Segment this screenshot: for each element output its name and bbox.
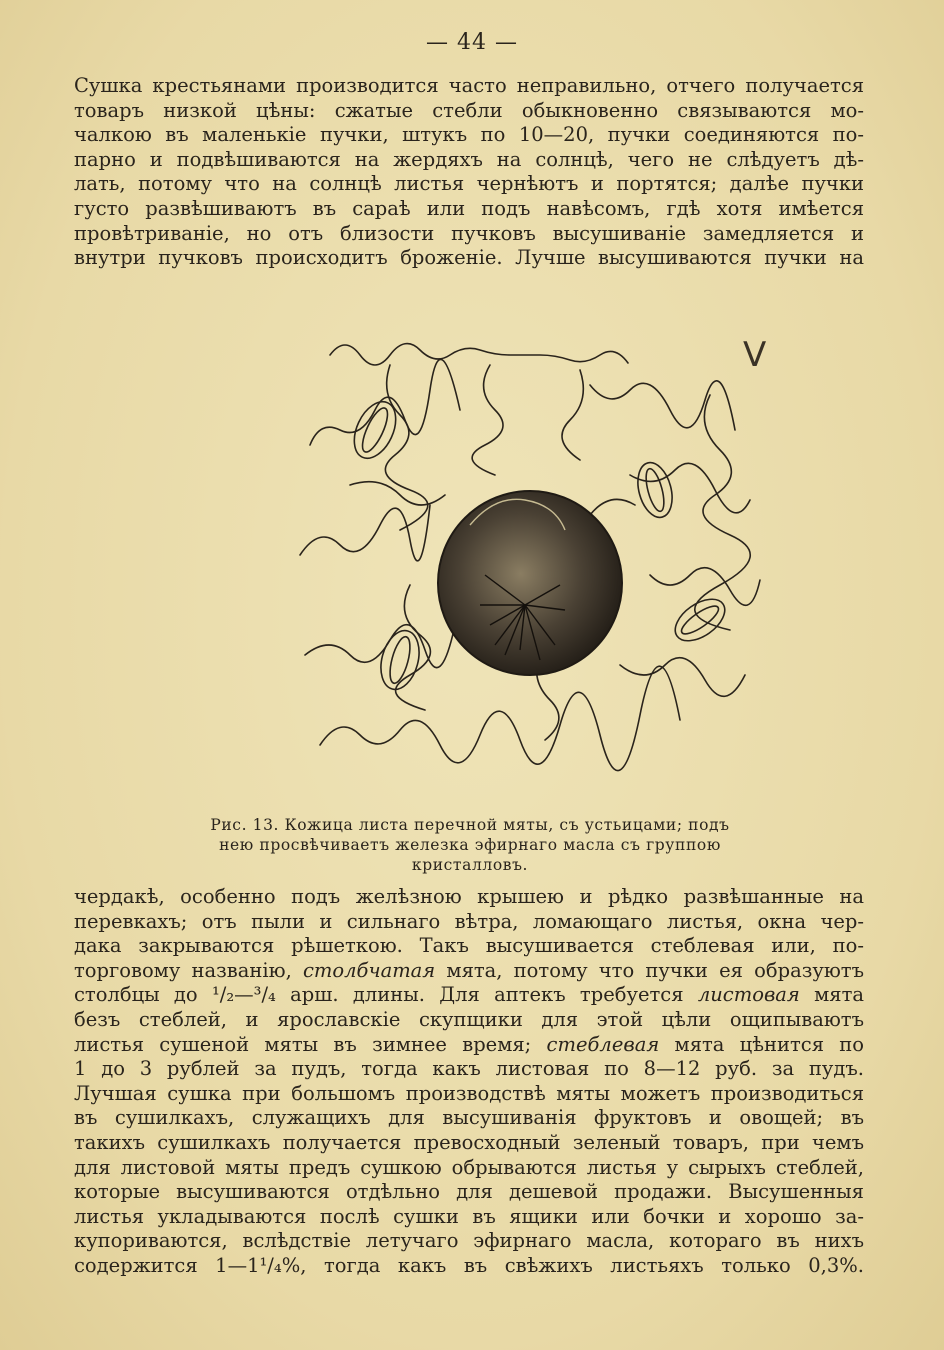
text-line: густо развѣшиваютъ въ сараѣ или подъ навѣсомъ, гдѣ хотя имѣется xyxy=(74,196,864,220)
text-line: въ сушилкахъ, служащихъ для высушиванія фруктовъ и овощей; въ xyxy=(74,1106,864,1130)
text-line: листья укладываются послѣ сушки въ ящики или бочки и хорошо за- xyxy=(74,1204,864,1228)
cell-outline xyxy=(472,365,503,475)
cell-outline xyxy=(305,625,455,668)
text-run: столбцы до ¹/₂—³/₄ арш. длины. Для аптекъ требуется xyxy=(74,983,684,1007)
text-run: мята xyxy=(814,983,865,1007)
text-line: лать, потому что на солнцѣ листья чернѣютъ и портятся; далѣе пучки xyxy=(74,172,864,196)
italic-term: листовая xyxy=(697,983,800,1007)
text-line: содержится 1—1¹/₄%, тогда какъ въ свѣжихъ листьяхъ только 0,3%. xyxy=(74,1253,864,1277)
page-number: — 44 — xyxy=(426,30,518,55)
text-line: такихъ сушилкахъ получается превосходный зеленый товаръ, при чемъ xyxy=(74,1130,864,1154)
caption-line: кристалловъ. xyxy=(411,856,529,874)
italic-term: столбчатая xyxy=(302,958,436,982)
leaf-epidermis-illustration xyxy=(290,325,780,785)
text-run: мята, потому что пучки ея образуютъ xyxy=(446,958,864,982)
text-line: купориваются, вслѣдствіе летучаго эфирнаго масла, котораго въ нихъ xyxy=(74,1229,864,1253)
cell-outline xyxy=(562,370,583,460)
cell-outline xyxy=(590,381,735,430)
text-line: для листовой мяты предъ сушкою обрываются листья у сырыхъ стеблей, xyxy=(74,1155,864,1179)
caption-line: Рис. 13. Кожица листа перечной мяты, съ устьицами; подъ xyxy=(210,816,730,834)
text-line: парно и подвѣшиваются на жердяхъ на солнцѣ, чего не слѣдуетъ дѣ- xyxy=(74,147,864,171)
text-line: безъ стеблей, и ярославскіе скупщики для этой цѣли ощипываютъ xyxy=(74,1007,864,1031)
stoma xyxy=(678,602,722,639)
cell-outline xyxy=(590,499,635,515)
text-line: провѣтриваніе, но отъ близости пучковъ высушиваніе замедляется и xyxy=(74,221,864,245)
italic-term: стеблевая xyxy=(546,1032,660,1056)
paragraph-top xyxy=(74,74,864,271)
text-line: дака закрываются рѣшеткою. Такъ высушивается стеблевая или, по- xyxy=(74,934,864,958)
cell-outline xyxy=(330,344,628,365)
text-line: чалкою въ маленькіе пучки, штукъ по 10—20, пучки соединяются по- xyxy=(74,123,864,147)
stoma xyxy=(358,405,393,455)
stoma xyxy=(643,467,668,513)
text-line xyxy=(74,983,864,1008)
text-line: перевкахъ; отъ пыли и сильнаго вѣтра, ломающаго листья, окна чер- xyxy=(74,909,864,933)
text-run: листья сушеной мяты въ зимнее время; xyxy=(74,1032,532,1056)
text-line xyxy=(74,1033,864,1058)
text-line: товаръ низкой цѣны: сжатые стебли обыкновенно связываются мо- xyxy=(74,98,864,122)
cell-outline xyxy=(620,658,745,697)
text-line: которые высушиваются отдѣльно для дешевой продажи. Высушенныя xyxy=(74,1180,864,1204)
stoma xyxy=(375,626,425,693)
figure-caption xyxy=(150,815,790,875)
paragraph-bottom xyxy=(74,885,864,1279)
text-run: торговому названію, xyxy=(74,958,292,982)
text-line: чердакѣ, особенно подъ желѣзною крышею и рѣдко развѣшанные на xyxy=(74,885,864,908)
handwritten-check-mark: V xyxy=(743,335,767,375)
caption-line: нею просвѣчиваетъ железка эфирнаго масла съ группою xyxy=(219,836,721,854)
text-line: Сушка крестьянами производится часто неправильно, отчего получается xyxy=(74,74,864,97)
text-line: Лучшая сушка при большомъ производствѣ мяты можетъ производиться xyxy=(74,1081,864,1105)
oil-gland xyxy=(438,491,622,675)
stoma xyxy=(632,459,677,521)
text-run: мята цѣнится по xyxy=(674,1032,865,1056)
text-line: 1 до 3 рублей за пудъ, тогда какъ листовая по 8—12 руб. за пудъ. xyxy=(74,1057,864,1081)
stoma xyxy=(386,635,414,686)
cell-outline xyxy=(300,505,430,561)
text-line xyxy=(74,959,864,984)
text-line: внутри пучковъ происходитъ броженіе. Лучше высушиваются пучки на xyxy=(74,246,864,270)
cell-outline xyxy=(396,585,431,710)
cell-outline xyxy=(320,666,680,770)
cell-outline xyxy=(695,395,750,630)
